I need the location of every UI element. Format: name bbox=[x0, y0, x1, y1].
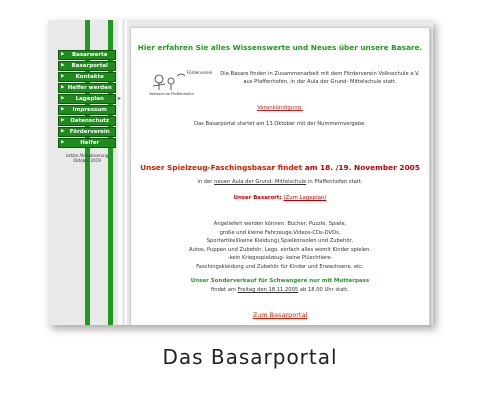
aula-link[interactable]: neuen Aula der Grund- Mittelschule bbox=[214, 179, 307, 185]
foerderverein-logo bbox=[147, 66, 213, 96]
sidebar-nav bbox=[58, 50, 116, 163]
bazaar-place bbox=[131, 179, 429, 185]
goods-line: große und kleine Fahrzeuge,Videos-CDs-DVDs, bbox=[219, 229, 341, 236]
bazaar-title bbox=[131, 163, 429, 172]
nav-item-label: Helfer bbox=[80, 140, 100, 146]
nav-item-label: Basarwerte bbox=[71, 52, 108, 58]
nav-item-label: Impressum bbox=[72, 107, 107, 113]
intro-text bbox=[216, 70, 424, 86]
nav-item-kontakte[interactable]: ▶ Kontakte bbox=[58, 72, 116, 82]
nav-item-helfer-werden[interactable]: ▶ Helfer werden bbox=[58, 83, 116, 93]
logo-graphic-icon bbox=[147, 66, 213, 96]
special-date-link[interactable]: Freitag den 18.11.2005 bbox=[237, 287, 299, 293]
nav-item-datenschutz[interactable]: ▶ Datenschutz bbox=[58, 116, 116, 126]
page-headline: Hier erfahren Sie alles Wissenswerte und Neues über unsere Basare. bbox=[137, 43, 423, 52]
nav-item-basarportal[interactable]: ▶ Basarportal bbox=[58, 61, 116, 71]
announcement-body: Das Basarportal startet am 13.Oktober mit der Nummernvergabe. bbox=[194, 121, 366, 127]
nav-item-label: Kontakte bbox=[75, 74, 104, 80]
nav-item-label: Basarportal bbox=[71, 63, 108, 69]
basarportal-link[interactable]: Zum Basarportal bbox=[252, 311, 308, 319]
intro-line: aus Pfaffenhofen, in der Aula der Grund- Mittelschule statt. bbox=[243, 79, 397, 85]
caption-title: Das Basarportal bbox=[162, 345, 338, 369]
goods-list bbox=[131, 220, 429, 271]
location-label: Unser Basarort: bbox=[233, 195, 282, 201]
goods-line: Sportartikel(keine Kleidung),Spielkonsolen und Zubehör, bbox=[206, 238, 354, 244]
last-update bbox=[58, 153, 116, 163]
nav-item-label: Datenschutz bbox=[70, 118, 110, 124]
intro-line: Die Basare finden in Zusammenarbeit mit dem Förderverein Volksschule e.V. bbox=[220, 71, 420, 77]
nav-item-label: Förderverein bbox=[69, 129, 110, 135]
collapse-arrow-icon[interactable]: ▸ bbox=[118, 95, 122, 102]
nav-item-label: Helfer werden bbox=[67, 85, 112, 91]
divider bbox=[125, 20, 127, 325]
nav-item-basarwerte[interactable]: ▶ Basarwerte bbox=[58, 50, 116, 60]
nav-item-lageplan[interactable]: ▶ Lageplan bbox=[58, 94, 116, 104]
place-prefix: in der bbox=[197, 179, 213, 185]
goods-line: Autos, Puppen und Zubehör, Lego, einfach alles womit Kinder spielen. bbox=[188, 246, 372, 253]
nav-item-label: Lageplan bbox=[75, 96, 104, 102]
lageplan-link[interactable]: (Zum Lageplan) bbox=[283, 195, 327, 201]
website-screenshot-frame bbox=[48, 20, 433, 325]
special-sale-date bbox=[131, 287, 429, 293]
nav-item-foerderverein[interactable]: ▶ Förderverein bbox=[58, 127, 116, 137]
logo-text-foerderverein: Förderverein bbox=[187, 70, 213, 75]
goods-line: Faschingskleidung und Zubehör für Kinder und Erwachsene. etc. bbox=[196, 263, 364, 270]
main-content bbox=[130, 27, 430, 325]
special-sale-title: Unser Sonderverkauf für Schwangere nur mit Mutterpass bbox=[190, 278, 370, 284]
last-update-label: Letzte Aktualisierung bbox=[65, 153, 109, 158]
logo-text-school: Volksschule Pfaffenhofen bbox=[149, 92, 194, 96]
special-suffix: ab 18.00 Uhr statt. bbox=[299, 287, 349, 293]
bazaar-title-text: Unser Spielzeug-Faschingsbasar findet bbox=[140, 163, 303, 172]
divider bbox=[118, 20, 122, 325]
goods-line: Angeliefert werden können: Bücher, Puzzle, Spiele, bbox=[213, 221, 347, 227]
special-prefix: findet am bbox=[211, 287, 236, 293]
nav-item-helfer[interactable]: ▶ Helfer bbox=[58, 138, 116, 148]
bazaar-dates: am 18. /19. November 2005 bbox=[304, 163, 420, 172]
place-suffix: in Pfaffenhofen statt. bbox=[307, 179, 363, 185]
last-update-date: Oktober 2019 bbox=[73, 158, 101, 163]
nav-item-impressum[interactable]: ▶ Impressum bbox=[58, 105, 116, 115]
announcement-title: Verankündigung: bbox=[257, 105, 303, 111]
bazaar-location-hint bbox=[131, 195, 429, 201]
goods-line: -kein Kriegsspielzeug- keine Plüschtiere- bbox=[227, 255, 333, 261]
